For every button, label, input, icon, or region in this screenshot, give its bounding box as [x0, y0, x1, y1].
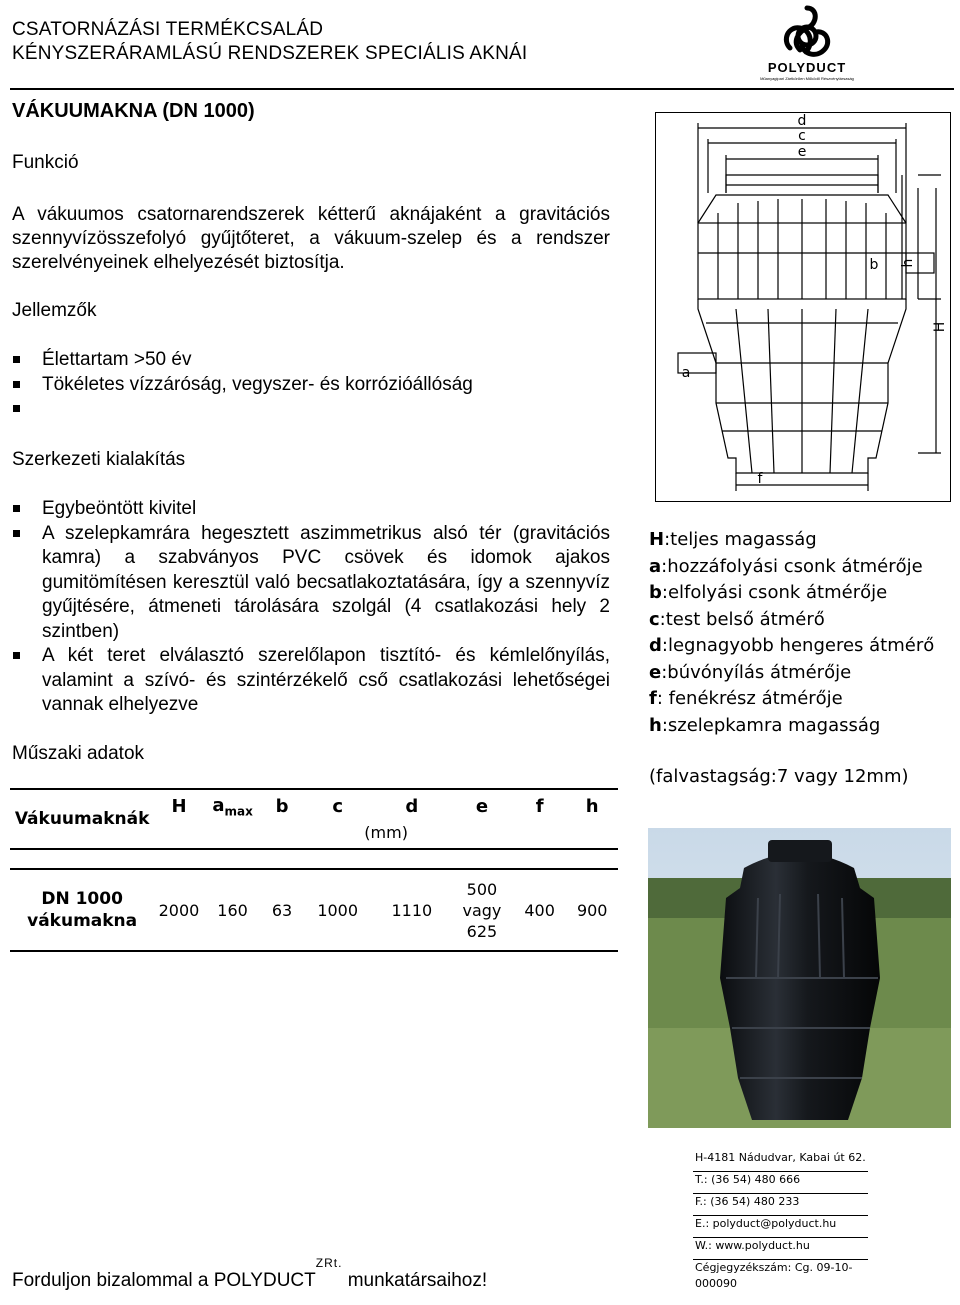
legend-key: f [649, 688, 657, 709]
cell-e-line3: 625 [466, 921, 498, 941]
list-item [12, 522, 610, 645]
contact-registry: Cégjegyzékszám: Cg. 09-10-000090 [695, 1261, 853, 1290]
row-name-line2: vákumakna [27, 911, 138, 931]
row-name-line1: DN 1000 [41, 889, 123, 909]
contact-email[interactable]: E.: polyduct@polyduct.hu [693, 1216, 868, 1238]
features-heading: Jellemzők [12, 300, 97, 321]
cell-b: 63 [261, 869, 302, 951]
col-a-sub: max [224, 804, 253, 819]
label-f: f [757, 471, 763, 487]
header-line-1: CSATORNÁZÁSI TERMÉKCSALÁD [12, 19, 324, 40]
col-d: d [373, 789, 451, 823]
wall-thickness-note: (falvastagság:7 vagy 12mm) [649, 766, 909, 787]
construction-heading: Szerkezeti kialakítás [12, 449, 186, 470]
legend-item [649, 713, 934, 740]
list-item [12, 497, 610, 522]
footer-slogan [12, 1256, 488, 1292]
cell-e [451, 869, 513, 951]
function-heading: Funkció [12, 152, 79, 173]
label-a: a [681, 365, 691, 381]
label-h: h [900, 258, 916, 268]
bullet-icon [13, 405, 20, 412]
legend-text: :búvónyílás átmérője [661, 661, 852, 683]
legend-text: :test belső átmérő [659, 608, 825, 630]
bullet-icon [13, 381, 20, 388]
col-H: H [154, 789, 203, 823]
cell-f: 400 [513, 869, 567, 951]
bullet-icon [13, 652, 20, 659]
list-item-text: A szelepkamrára hegesztett aszimmetrikus alsó tér (gravitációs kamra) a szabványos PVC csövek és idomok ajakos gumitömítésen keresztül való becsatlakoztatására, így a szennyvíz gyűjtésére, átmeneti tárolására szolgál (4 csatlakozási hely 2 szintben) [42, 522, 610, 642]
cell-h: 900 [566, 869, 618, 951]
col-c: c [303, 789, 373, 823]
cell-e-line1: 500 [466, 879, 498, 899]
cell-e-line2: vagy [462, 900, 502, 920]
dimension-legend [649, 527, 934, 739]
legend-item [649, 554, 934, 581]
legend-item [649, 607, 934, 634]
cell-d: 1110 [373, 869, 451, 951]
legend-text: : fenékrész átmérője [656, 688, 843, 709]
bullet-icon [13, 530, 20, 537]
header-line-2: KÉNYSZERÁRAMLÁSÚ RENDSZEREK SPECIÁLIS AKNÁI [12, 43, 528, 64]
header-rule [10, 88, 954, 90]
col-a-text: a [212, 794, 225, 816]
col-h: h [566, 789, 618, 823]
table-row [10, 869, 618, 951]
label-d: d [797, 113, 807, 129]
polyduct-logo-mark [752, 2, 862, 82]
page-title: VÁKUUMAKNA (DN 1000) [12, 100, 255, 122]
logo-subtext: Műanyagipari Zártkörűen Működő Részvénytársaság [760, 76, 854, 81]
legend-key: b [649, 582, 662, 603]
legend-key: a [649, 555, 662, 577]
legend-text: :legnagyobb hengeres átmérő [661, 635, 935, 656]
list-item [12, 397, 610, 422]
polyduct-logo [752, 2, 862, 82]
label-e: e [797, 144, 807, 160]
label-H: H [932, 321, 948, 333]
list-item [12, 348, 610, 373]
bullet-icon [13, 356, 20, 363]
row-name [10, 869, 154, 951]
legend-key: d [649, 635, 662, 656]
logo-wordmark: POLYDUCT [767, 60, 847, 75]
col-a [204, 789, 262, 823]
legend-key: h [649, 714, 662, 736]
contact-address: H-4181 Nádudvar, Kabai út 62. [693, 1150, 868, 1172]
cell-a: 160 [204, 869, 262, 951]
footer-text-after: munkatársaihoz! [342, 1270, 488, 1291]
legend-text: :elfolyási csonk átmérője [661, 582, 888, 603]
features-list [12, 348, 610, 422]
label-b: b [869, 257, 879, 273]
cell-H: 2000 [154, 869, 203, 951]
legend-text: :teljes magasság [664, 529, 817, 550]
legend-item [649, 686, 934, 713]
list-item-text: Tökéletes vízzáróság, vegyszer- és korrózióállóság [42, 373, 473, 395]
contact-fax: F.: (36 54) 480 233 [693, 1194, 868, 1216]
construction-list [12, 497, 610, 718]
table-row-header: Vákuumaknák [10, 789, 154, 849]
contact-block [693, 1150, 868, 1290]
table-spacer [10, 849, 618, 869]
cell-c: 1000 [303, 869, 373, 951]
bullet-icon [13, 505, 20, 512]
col-f: f [513, 789, 567, 823]
technical-table [10, 788, 618, 952]
technical-heading: Műszaki adatok [12, 743, 145, 764]
product-photo-svg [648, 828, 951, 1128]
list-item-text: A két teret elválasztó szerelőlapon tisztító- és kémlelőnyílás, valamint a szívó- és szintérzékelő cső csatlakozási lehetőségei vannak elhelyezve [42, 645, 610, 715]
unit-label: (mm) [154, 823, 618, 849]
legend-item [649, 527, 934, 554]
technical-drawing [655, 112, 951, 502]
col-b: b [261, 789, 302, 823]
col-e: e [451, 789, 513, 823]
legend-item [649, 580, 934, 607]
list-item [12, 373, 610, 398]
product-photo [648, 828, 951, 1128]
legend-key: H [649, 529, 665, 550]
legend-text: :hozzáfolyási csonk átmérője [661, 555, 923, 577]
list-item-text: Élettartam >50 év [42, 349, 192, 370]
legend-key: e [649, 661, 662, 683]
footer-text-before: Forduljon bizalommal a POLYDUCT [12, 1270, 316, 1291]
list-item-text: Egybeöntött kivitel [42, 498, 197, 519]
technical-drawing-svg [656, 113, 949, 500]
legend-item [649, 633, 934, 660]
label-c: c [798, 128, 806, 144]
contact-web[interactable]: W.: www.polyduct.hu [693, 1238, 868, 1260]
legend-item [649, 660, 934, 687]
function-text: A vákuumos csatornarendszerek kétterű aknájaként a gravitációs szennyvízösszefolyó gyűjtőteret, a vákuum-szelep és a rendszer szerelvényeinek elhelyezését biztosítja. [12, 204, 610, 273]
footer-sup: ZRt. [315, 1256, 343, 1270]
legend-text: :szelepkamra magasság [661, 714, 881, 736]
legend-key: c [649, 608, 660, 630]
list-item [12, 644, 610, 718]
contact-phone: T.: (36 54) 480 666 [693, 1172, 868, 1194]
